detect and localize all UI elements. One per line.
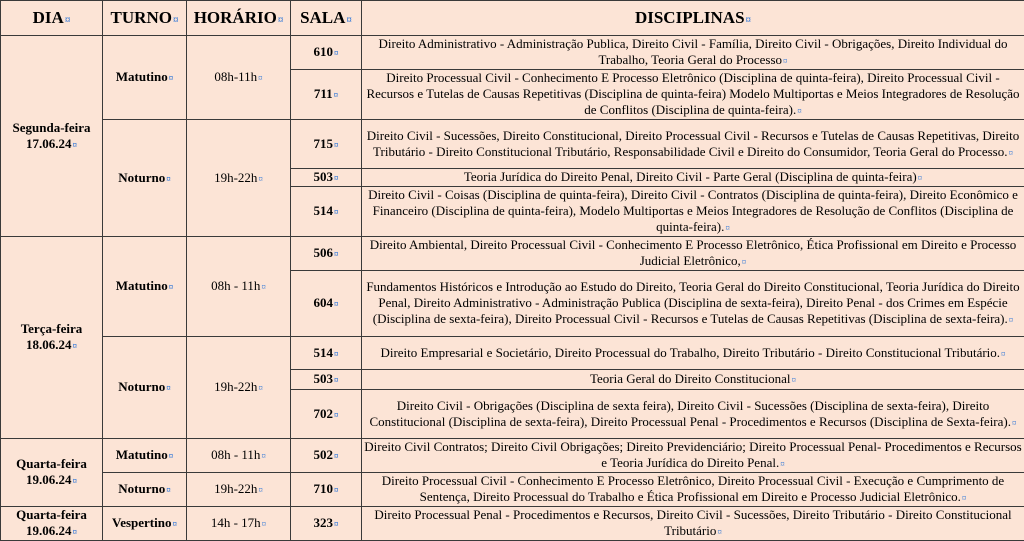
table-row — [1, 337, 1024, 370]
time-cell: 08h-11h¤ — [187, 36, 291, 120]
cell-end-mark-icon: ¤ — [173, 14, 179, 26]
cell-end-mark-icon: ¤ — [1008, 148, 1013, 158]
subjects-cell: Direito Processual Civil - Conhecimento E Processo Eletrônico (Disciplina de quinta-feira), Direito Processual Civil - Recursos e Tutelas de Causas Repetitivas (Disciplina de quinta-feira) Modelo Multiportas e Meios Integradores de Resolução de Conflitos (Disciplina de quinta-feira).¤ — [362, 70, 1024, 120]
room-cell: 502¤ — [291, 439, 362, 473]
cell-end-mark-icon: ¤ — [742, 257, 747, 267]
header-disciplinas: DISCIPLINAS¤ — [362, 1, 1024, 36]
cell-end-mark-icon: ¤ — [166, 485, 171, 495]
cell-end-mark-icon: ¤ — [725, 223, 730, 233]
table-row — [1, 439, 1024, 473]
cell-end-mark-icon: ¤ — [334, 207, 339, 217]
cell-end-mark-icon: ¤ — [334, 90, 339, 100]
subjects-cell: Direito Empresarial e Societário, Direito Processual do Trabalho, Direito Tributário - Direito Constitucional Tributário.¤ — [362, 337, 1024, 370]
shift-cell: Matutino¤ — [103, 237, 187, 337]
cell-end-mark-icon: ¤ — [334, 485, 339, 495]
room-cell: 711¤ — [291, 70, 362, 120]
cell-end-mark-icon: ¤ — [261, 451, 266, 461]
subjects-cell: Direito Processual Civil - Conhecimento E Processo Eletrônico, Direito Processual Civil - Execução e Cumprimento de Sentença, Direito Processual do Trabalho e Ética Profissional em Direito e Processo Judicial Eletrônico.¤ — [362, 473, 1024, 507]
day-cell: Quarta-feira 19.06.24¤ — [1, 507, 103, 541]
subjects-cell: Direito Civil - Sucessões, Direito Constitucional, Direito Processual Civil - Recursos e Tutelas de Causas Repetitivas, Direito Tributário - Direito Constitucional Tributário, Responsabilidade Civil e Direito do Consumidor, Teoria Geral do Processo.¤ — [362, 120, 1024, 169]
cell-end-mark-icon: ¤ — [792, 375, 797, 385]
cell-end-mark-icon: ¤ — [334, 349, 339, 359]
time-cell: 08h - 11h¤ — [187, 237, 291, 337]
cell-end-mark-icon: ¤ — [334, 451, 339, 461]
table-row — [1, 507, 1024, 541]
room-cell: 323¤ — [291, 507, 362, 541]
cell-end-mark-icon: ¤ — [918, 173, 923, 183]
subjects-cell: Fundamentos Históricos e Introdução ao Estudo do Direito, Teoria Geral do Direito Constitucional, Teoria Jurídica do Direito Penal, Direito Administrativo - Administração Publica (Disciplina de sexta-feira), Direito Penal - dos Crimes em Espécie (Disciplina de sexta-feira), Direito Processual Civil - Recursos e Tutelas de Causas Repetitivas (Disciplina de sexta-feira).¤ — [362, 271, 1024, 337]
subjects-cell: Direito Administrativo - Administração Publica, Direito Civil - Família, Direito Civil - Obrigações, Direito Individual do Trabalho, Teoria Geral do Processo¤ — [362, 36, 1024, 70]
cell-end-mark-icon: ¤ — [346, 14, 352, 26]
room-cell: 715¤ — [291, 120, 362, 169]
day-cell: Terça-feira 18.06.24¤ — [1, 237, 103, 439]
subjects-cell: Direito Civil - Coisas (Disciplina de quinta-feira), Direito Civil - Contratos (Disciplina de quinta-feira), Direito Econômico e Financeiro (Disciplina de quinta-feira), Modelo Multiportas e Meios Integradores de Resolução de Conflitos (Disciplina de quinta-feira).¤ — [362, 187, 1024, 237]
room-cell: 610¤ — [291, 36, 362, 70]
room-cell: 514¤ — [291, 337, 362, 370]
shift-cell: Matutino¤ — [103, 36, 187, 120]
cell-end-mark-icon: ¤ — [334, 519, 339, 529]
cell-end-mark-icon: ¤ — [334, 140, 339, 150]
cell-end-mark-icon: ¤ — [73, 476, 78, 486]
subjects-cell: Teoria Geral do Direito Constitucional¤ — [362, 370, 1024, 390]
cell-end-mark-icon: ¤ — [797, 106, 802, 116]
cell-end-mark-icon: ¤ — [1012, 418, 1017, 428]
cell-end-mark-icon: ¤ — [258, 174, 263, 184]
cell-end-mark-icon: ¤ — [169, 451, 174, 461]
cell-end-mark-icon: ¤ — [717, 527, 722, 537]
cell-end-mark-icon: ¤ — [746, 14, 752, 26]
shift-cell: Matutino¤ — [103, 439, 187, 473]
cell-end-mark-icon: ¤ — [166, 174, 171, 184]
table-row — [1, 120, 1024, 169]
room-cell: 503¤ — [291, 169, 362, 187]
room-cell: 604¤ — [291, 271, 362, 337]
shift-cell: Noturno¤ — [103, 120, 187, 237]
cell-end-mark-icon: ¤ — [780, 459, 785, 469]
room-cell: 503¤ — [291, 370, 362, 390]
table-row — [1, 36, 1024, 70]
cell-end-mark-icon: ¤ — [73, 341, 78, 351]
cell-end-mark-icon: ¤ — [334, 48, 339, 58]
cell-end-mark-icon: ¤ — [334, 375, 339, 385]
subjects-cell: Direito Ambiental, Direito Processual Civil - Conhecimento E Processo Eletrônico, Ética Profissional em Direito e Processo Judicial Eletrônico,¤ — [362, 237, 1024, 271]
day-cell: Segunda-feira 17.06.24¤ — [1, 36, 103, 237]
subjects-cell: Teoria Jurídica do Direito Penal, Direito Civil - Parte Geral (Disciplina de quinta-feira)¤ — [362, 169, 1024, 187]
time-cell: 19h-22h¤ — [187, 120, 291, 237]
shift-cell: Noturno¤ — [103, 337, 187, 439]
time-cell: 19h-22h¤ — [187, 337, 291, 439]
cell-end-mark-icon: ¤ — [1001, 349, 1006, 359]
room-cell: 506¤ — [291, 237, 362, 271]
cell-end-mark-icon: ¤ — [262, 519, 267, 529]
shift-cell: Noturno¤ — [103, 473, 187, 507]
time-cell: 08h - 11h¤ — [187, 439, 291, 473]
cell-end-mark-icon: ¤ — [258, 383, 263, 393]
cell-end-mark-icon: ¤ — [73, 140, 78, 150]
header-horario: HORÁRIO¤ — [187, 1, 291, 36]
header-turno: TURNO¤ — [103, 1, 187, 36]
subjects-cell: Direito Processual Penal - Procedimentos e Recursos, Direito Civil - Sucessões, Direito Tributário - Direito Constitucional Tributário¤ — [362, 507, 1024, 541]
cell-end-mark-icon: ¤ — [258, 485, 263, 495]
cell-end-mark-icon: ¤ — [258, 73, 263, 83]
shift-cell: Vespertino¤ — [103, 507, 187, 541]
cell-end-mark-icon: ¤ — [334, 249, 339, 259]
cell-end-mark-icon: ¤ — [172, 519, 177, 529]
cell-end-mark-icon: ¤ — [278, 14, 284, 26]
cell-end-mark-icon: ¤ — [73, 527, 78, 537]
subjects-cell: Direito Civil - Obrigações (Disciplina de sexta feira), Direito Civil - Sucessões (Disciplina de sexta-feira), Direito Constitucional (Disciplina de sexta-feira), Direito Processual Penal - Procedimentos e Recursos (Disciplina de Sexta-feira).¤ — [362, 390, 1024, 439]
room-cell: 710¤ — [291, 473, 362, 507]
cell-end-mark-icon: ¤ — [169, 282, 174, 292]
cell-end-mark-icon: ¤ — [1009, 315, 1014, 325]
header-row — [1, 1, 1024, 36]
room-cell: 702¤ — [291, 390, 362, 439]
header-dia: DIA¤ — [1, 1, 103, 36]
room-cell: 514¤ — [291, 187, 362, 237]
cell-end-mark-icon: ¤ — [334, 299, 339, 309]
time-cell: 19h-22h¤ — [187, 473, 291, 507]
cell-end-mark-icon: ¤ — [962, 493, 967, 503]
day-cell: Quarta-feira 19.06.24¤ — [1, 439, 103, 507]
cell-end-mark-icon: ¤ — [65, 14, 71, 26]
time-cell: 14h - 17h¤ — [187, 507, 291, 541]
cell-end-mark-icon: ¤ — [169, 73, 174, 83]
table-row — [1, 237, 1024, 271]
header-sala: SALA¤ — [291, 1, 362, 36]
cell-end-mark-icon: ¤ — [783, 56, 788, 66]
cell-end-mark-icon: ¤ — [334, 410, 339, 420]
cell-end-mark-icon: ¤ — [166, 383, 171, 393]
subjects-cell: Direito Civil Contratos; Direito Civil Obrigações; Direito Previdenciário; Direito Processual Penal- Procedimentos e Recursos e Teoria Jurídica do Direito Penal.¤ — [362, 439, 1024, 473]
cell-end-mark-icon: ¤ — [261, 282, 266, 292]
cell-end-mark-icon: ¤ — [334, 173, 339, 183]
table-row — [1, 473, 1024, 507]
